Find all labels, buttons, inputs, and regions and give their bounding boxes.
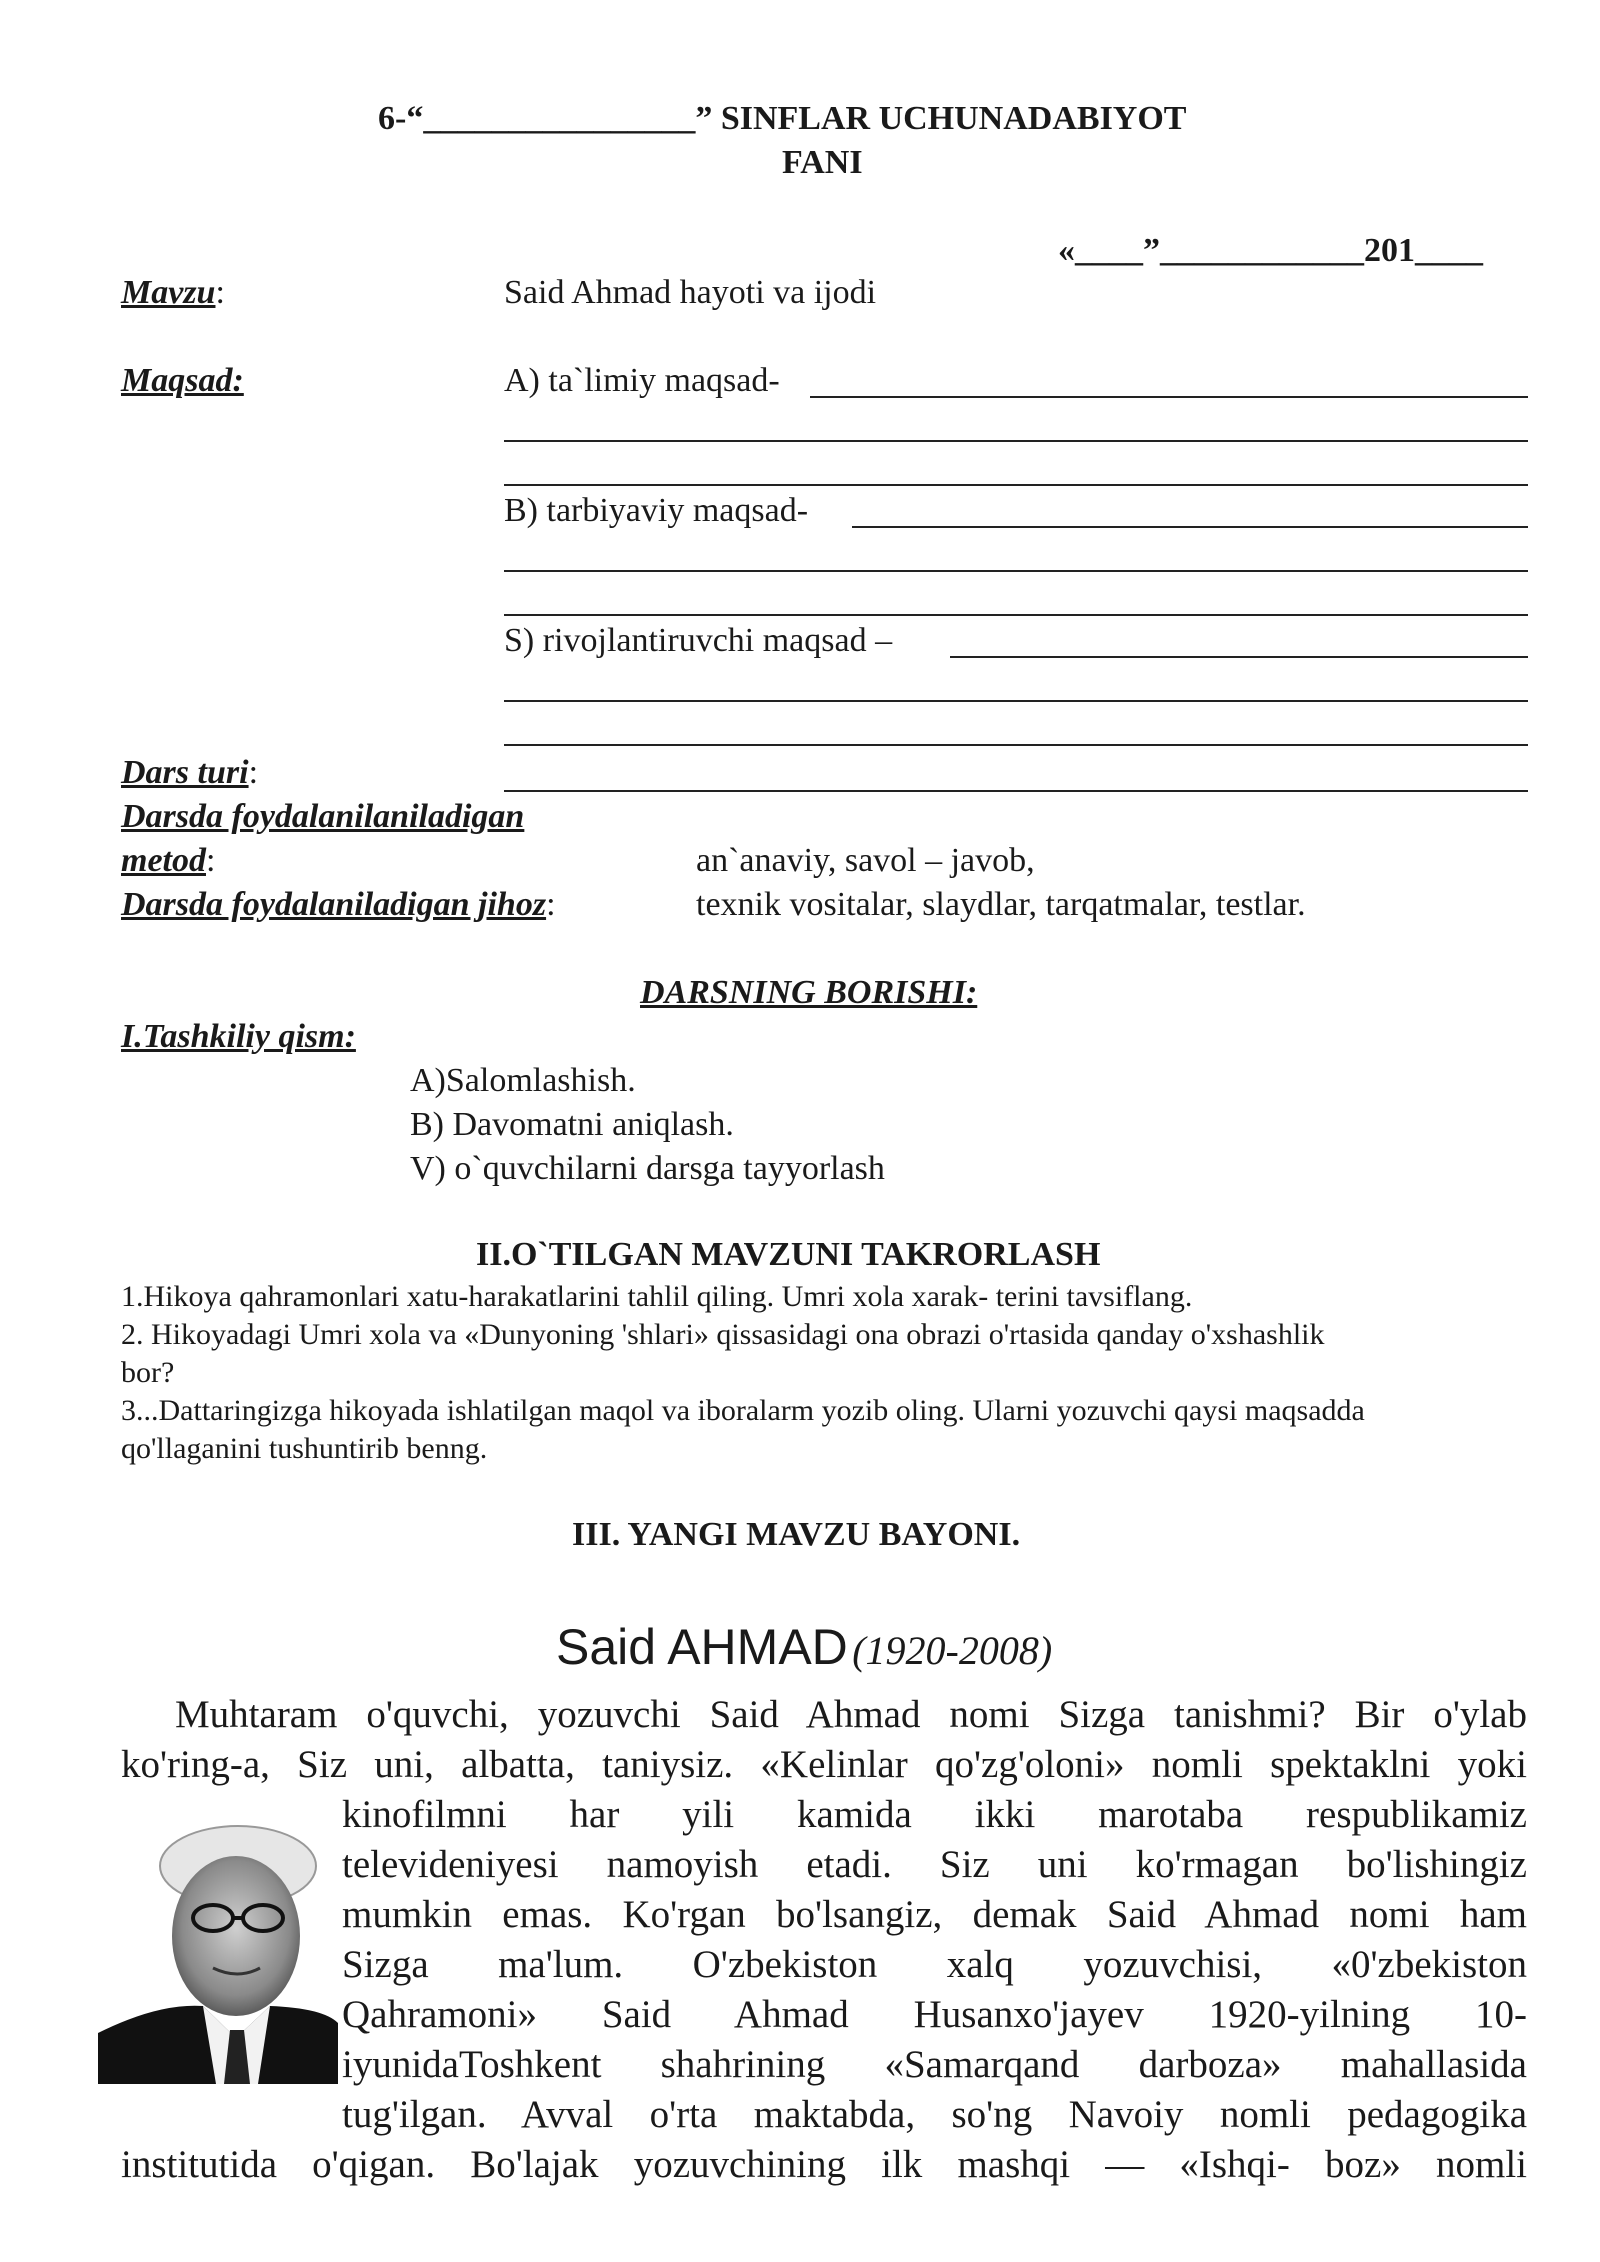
goal-upbringing: B) tarbiyaviy maqsad- xyxy=(504,492,809,529)
bio-line-7: Qahramoni» Said Ahmad Husanxo'jayev 1920-yilning 10- xyxy=(342,1993,1527,2036)
dars-turi-line[interactable] xyxy=(504,790,1528,792)
new-topic-title: III. YANGI MAVZU BAYONI. xyxy=(572,1516,1021,1553)
goal-upbringing-line[interactable] xyxy=(852,526,1528,528)
bio-line-1: Muhtaram o'quvchi, yozuvchi Said Ahmad nomi Sizga tanishmi? Bir o'ylab xyxy=(175,1693,1527,1736)
bio-line-4: televideniyesi namoyish etadi. Siz uni ko'rmagan bo'lishingiz xyxy=(342,1843,1527,1886)
metod-value: an`anaviy, savol – javob, xyxy=(696,842,1035,879)
author-heading xyxy=(556,1618,1052,1676)
maqsad-label: Maqsad: xyxy=(121,362,244,399)
metod-label-line2: metod: xyxy=(121,842,216,879)
mavzu-value: Said Ahmad hayoti va ijodi xyxy=(504,274,877,311)
header-title xyxy=(378,100,1187,138)
goal-developmental-line[interactable] xyxy=(950,656,1528,658)
goal-developmental: S) rivojlantiruvchi maqsad – xyxy=(504,622,893,659)
lesson-flow-title: DARSNING BORISHI: xyxy=(640,974,978,1011)
header-class-prefix: 6-“ xyxy=(378,100,424,137)
goal-developmental-line-3[interactable] xyxy=(504,744,1528,746)
header-subject: FANI xyxy=(782,144,863,181)
goal-upbringing-line-3[interactable] xyxy=(504,614,1528,616)
bio-line-9: tug'ilgan. Avval o'rta maktabda, so'ng Navoiy nomli pedagogika xyxy=(342,2093,1527,2136)
header-class-blank: ________________ xyxy=(423,100,696,137)
step-greeting: A)Salomlashish. xyxy=(410,1062,636,1099)
step-attendance: B) Davomatni aniqlash. xyxy=(410,1106,734,1143)
dars-turi-label: Dars turi: xyxy=(121,754,259,791)
review-question-2-cont: bor? xyxy=(121,1356,175,1389)
mavzu-label: Mavzu: xyxy=(121,274,225,311)
bio-line-5: mumkin emas. Ko'rgan bo'lsangiz, demak Said Ahmad nomi ham xyxy=(342,1893,1527,1936)
step-prepare: V) o`quvchilarni darsga tayyorlash xyxy=(410,1150,885,1187)
review-question-3-cont: qo'llaganini tushuntirib benng. xyxy=(121,1432,488,1465)
header-date: «____”____________201____ xyxy=(1058,232,1483,269)
header-class-suffix: ” SINFLAR UCHUNADABIYOT xyxy=(695,100,1187,137)
bio-line-6: Sizga ma'lum. O'zbekiston xalq yozuvchisi, «0'zbekiston xyxy=(342,1943,1527,1986)
jihoz-label: Darsda foydalaniladigan jihoz: xyxy=(121,886,556,923)
goal-educational-line-2[interactable] xyxy=(504,440,1528,442)
section-organizational: I.Tashkiliy qism: xyxy=(121,1018,356,1055)
review-question-1: 1.Hikoya qahramonlari xatu-harakatlarini tahlil qiling. Umri xola xarak- terini tavsiflang. xyxy=(121,1280,1193,1313)
goal-educational-line-3[interactable] xyxy=(504,484,1528,486)
bio-line-3: kinofilmni har yili kamida ikki marotaba respublikamiz xyxy=(342,1793,1527,1836)
metod-label-line1: Darsda foydalanilaniladigan xyxy=(121,798,525,835)
author-portrait-image xyxy=(98,1818,338,2084)
goal-developmental-line-2[interactable] xyxy=(504,700,1528,702)
jihoz-value: texnik vositalar, slaydlar, tarqatmalar, testlar. xyxy=(696,886,1306,923)
bio-line-10: institutida o'qigan. Bo'lajak yozuvchining ilk mashqi — «Ishqi- boz» nomli xyxy=(121,2143,1527,2186)
review-title: II.O`TILGAN MAVZUNI TAKRORLASH xyxy=(476,1236,1101,1273)
author-years: (1920-2008) xyxy=(852,1628,1053,1673)
author-portrait-icon xyxy=(98,1818,338,2084)
bio-line-2: ko'ring-a, Siz uni, albatta, taniysiz. «Kelinlar qo'zg'oloni» nomli spektaklni yoki xyxy=(121,1743,1527,1786)
goal-educational: A) ta`limiy maqsad- xyxy=(504,362,780,399)
review-question-3: 3...Dattaringizga hikoyada ishlatilgan maqol va iboralarm yozib oling. Ularni yozuvchi qaysi maqsadda xyxy=(121,1394,1365,1427)
review-question-2: 2. Hikoyadagi Umri xola va «Dunyoning 'shlari» qissasidagi ona obrazi o'rtasida qanday o'xshashlik xyxy=(121,1318,1325,1351)
goal-educational-line[interactable] xyxy=(810,396,1528,398)
goal-upbringing-line-2[interactable] xyxy=(504,570,1528,572)
author-name: Said AHMAD xyxy=(556,1619,848,1675)
bio-line-8: iyunidaToshkent shahrining «Samarqand darboza» mahallasida xyxy=(342,2043,1527,2086)
